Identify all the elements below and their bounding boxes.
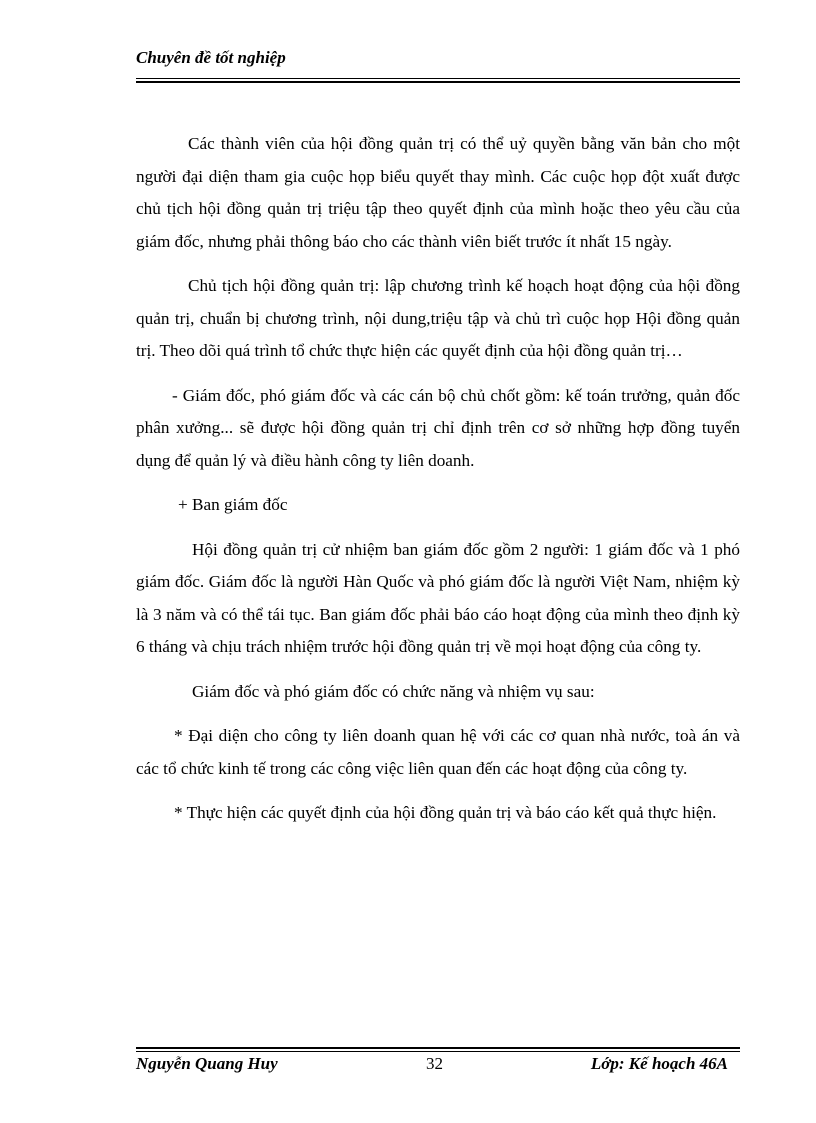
document-body — [136, 128, 740, 842]
paragraph-directors-appointment: Hội đồng quản trị cử nhiệm ban giám đốc gồm 2 người: 1 giám đốc và 1 phó giám đốc. Giám đốc là người Hàn Quốc và phó giám đốc là người Việt Nam, nhiệm kỳ là 3 năm và có thể tái tục. Ban giám đốc phải báo cáo hoạt động của mình theo định kỳ 6 tháng và chịu trách nhiệm trước hội đồng quản trị về mọi hoạt động của công ty. — [136, 539, 740, 656]
header-title: Chuyên đề tốt nghiệp — [136, 48, 286, 67]
section-heading-directors: + Ban giám đốc — [178, 495, 288, 514]
bullet-implement-decisions: * Thực hiện các quyết định của hội đồng quản trị và báo cáo kết quả thực hiện. — [174, 803, 717, 822]
paragraph-key-staff: - Giám đốc, phó giám đốc và các cán bộ chủ chốt gồm: kế toán trưởng, quản đốc phân xưởng... sẽ được hội đồng quản trị chỉ định trên cơ sở những hợp đồng tuyển dụng để quản lý và điều hành công ty liên doanh. — [136, 385, 740, 470]
paragraph-chairman-duties: Chủ tịch hội đồng quản trị: lập chương trình kế hoạch hoạt động của hội đồng quản trị, chuẩn bị chương trình, nội dung,triệu tập và chủ trì cuộc họp Hội đồng quản trị. Theo dõi quá trình tổ chức thực hiện các quyết định của hội đồng quản trị… — [136, 276, 740, 360]
footer-author: Nguyễn Quang Huy — [136, 1054, 278, 1073]
footer-class: Lớp: Kế hoạch 46A — [590, 1054, 728, 1073]
paragraph-board-delegation: Các thành viên của hội đồng quản trị có thể uỷ quyền bằng văn bản cho một người đại diện tham gia cuộc họp biểu quyết thay mình. Các cuộc họp đột xuất được chủ tịch hội đồng quản trị triệu tập theo quyết định của mình hoặc theo yêu cầu của giám đốc, nhưng phải thông báo cho các thành viên biết trước ít nhất 15 ngày. — [136, 134, 740, 251]
footer-rule-thick — [136, 1047, 740, 1049]
paragraph-directors-functions-intro: Giám đốc và phó giám đốc có chức năng và nhiệm vụ sau: — [192, 681, 595, 701]
header-rule-thin — [136, 78, 740, 79]
footer-rule-thin — [136, 1051, 740, 1052]
page-number: 32 — [426, 1054, 443, 1073]
header-rule-thick — [136, 81, 740, 83]
bullet-represent-company: * Đại diện cho công ty liên doanh quan hệ với các cơ quan nhà nước, toà án và các tổ chức kinh tế trong các công việc liên quan đến các hoạt động của công ty. — [136, 726, 740, 778]
page-footer — [136, 1054, 740, 1078]
